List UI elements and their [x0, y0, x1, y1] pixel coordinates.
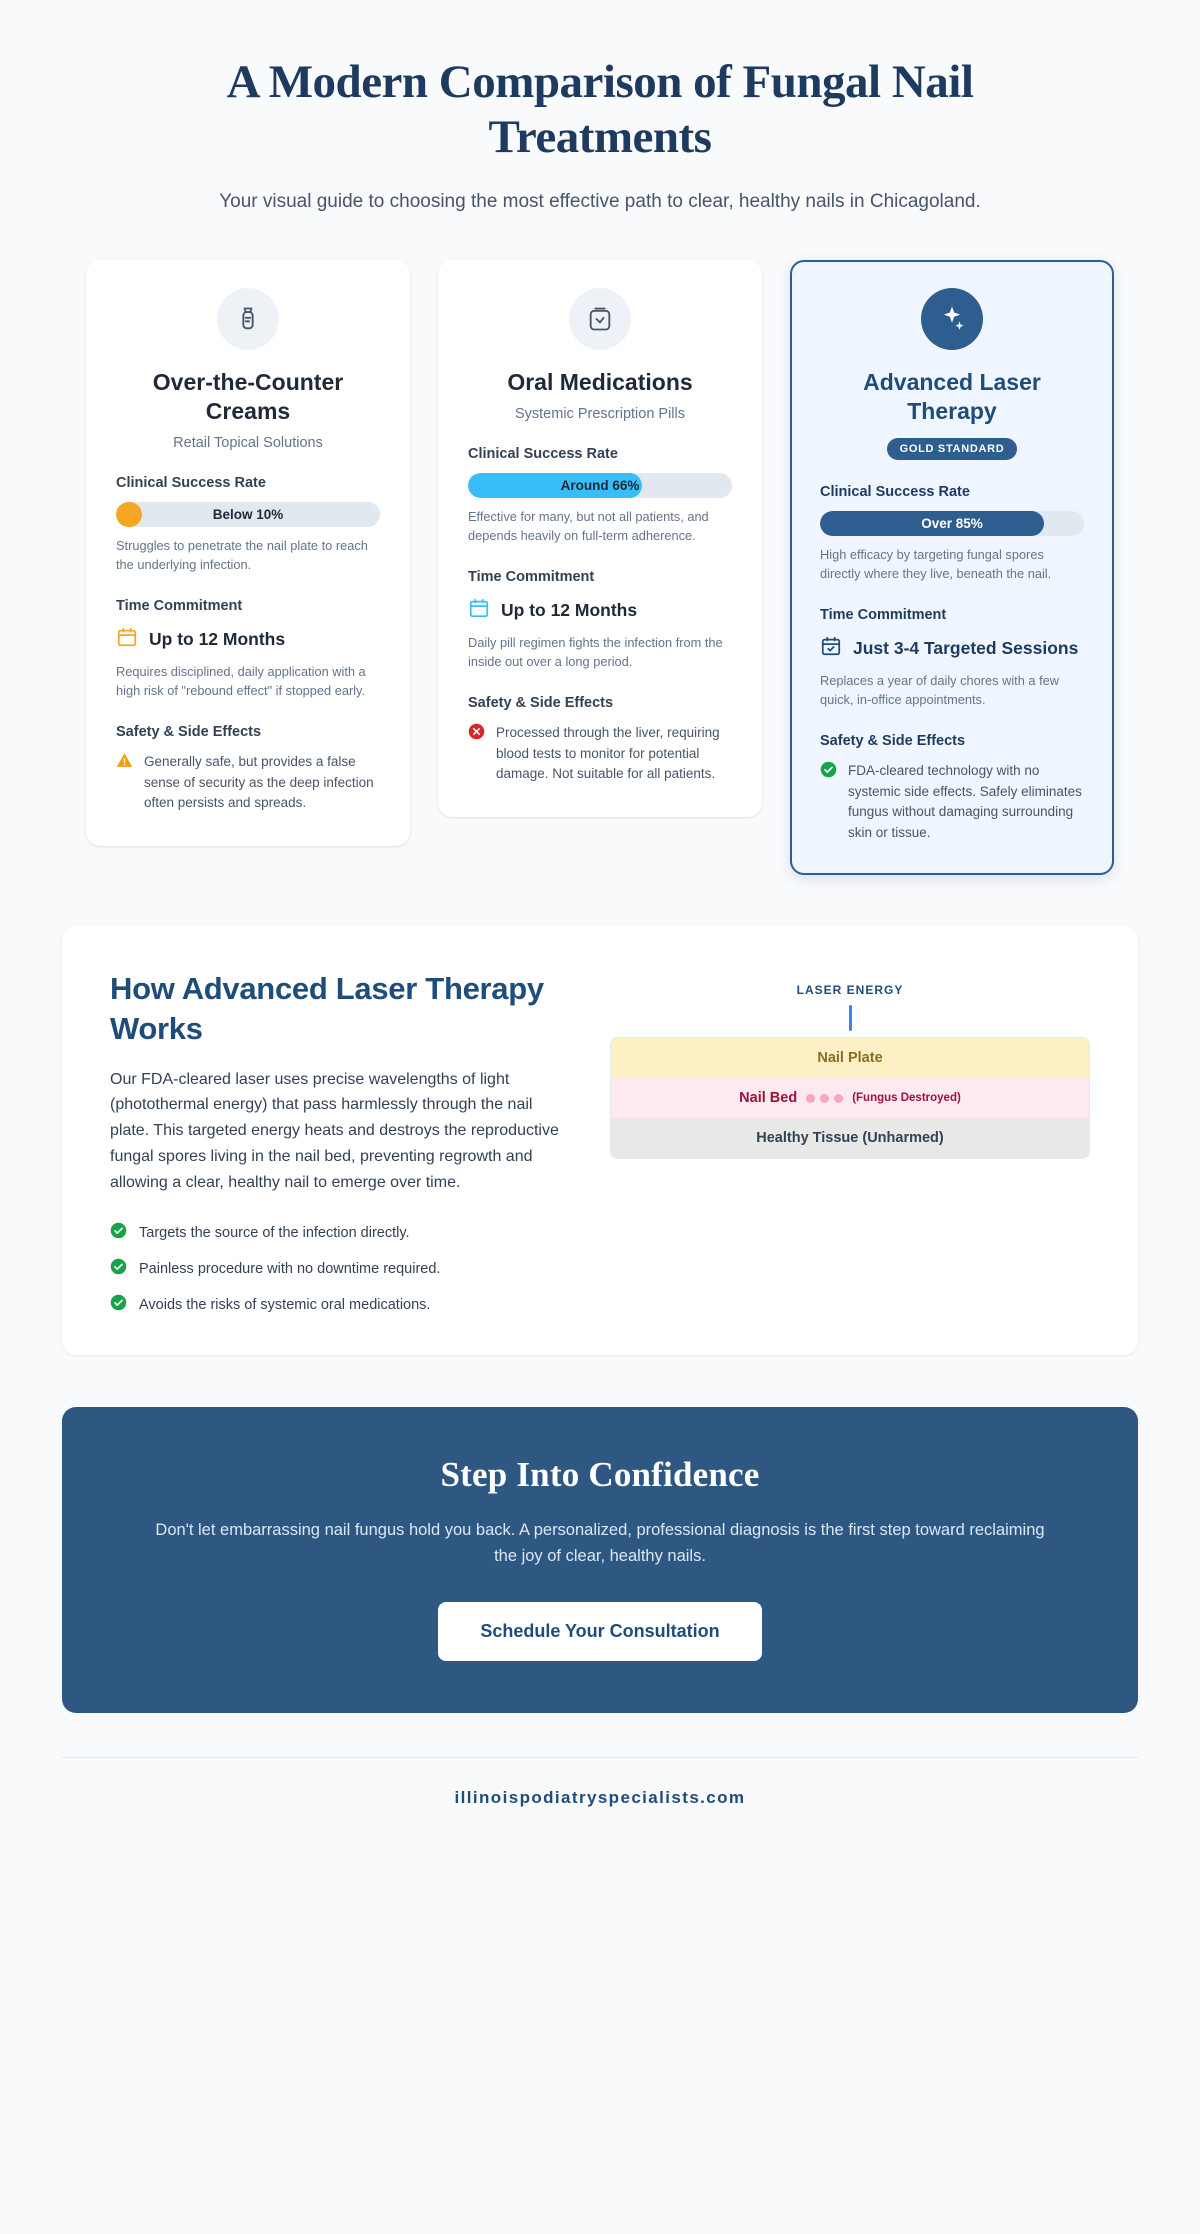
sparkle-icon	[921, 288, 983, 350]
nail-layer-diagram	[610, 969, 1090, 1315]
benefit-text: Painless procedure with no downtime required.	[139, 1260, 441, 1277]
success-rate-note: High efficacy by targeting fungal spores directly where they live, beneath the nail.	[820, 546, 1052, 581]
status-badge: GOLD STANDARD	[887, 438, 1018, 460]
time-commitment-row	[468, 597, 732, 624]
time-commitment-value: Just 3-4 Targeted Sessions	[853, 637, 1079, 658]
benefit-text: Avoids the risks of systemic oral medications.	[139, 1296, 431, 1313]
success-rate-note: Effective for many, but not all patients, and depends heavily on full-term adherence.	[468, 509, 709, 543]
safety-text: FDA-cleared technology with no systemic side effects. Safely eliminates fungus without damaging surrounding skin or tissue.	[848, 763, 1082, 840]
laser-beam	[849, 1005, 852, 1031]
success-rate-label: Clinical Success Rate	[820, 483, 970, 500]
time-commitment-value: Up to 12 Months	[501, 600, 638, 621]
list-item	[110, 1222, 570, 1243]
laser-energy-label: LASER ENERGY	[796, 983, 904, 998]
list-item	[110, 1294, 570, 1315]
how-it-works-title: How Advanced Laser Therapy Works	[110, 971, 544, 1046]
calendar-check-icon	[820, 635, 842, 662]
how-it-works-paragraph: Our FDA-cleared laser uses precise wavelengths of light (photothermal energy) that pass harmlessly through the nail plate. This targeted energy heats and destroys the reproductive fungal spores living in the nail bed, preventing regrowth and allowing a clear, healthy nail to emerge over time.	[110, 1070, 559, 1192]
pill-bottle-icon	[569, 288, 631, 350]
treatment-card-otc-creams	[86, 260, 410, 845]
success-rate-label: Clinical Success Rate	[468, 446, 618, 463]
time-commitment-label: Time Commitment	[820, 607, 947, 624]
check-circle-icon	[820, 761, 837, 783]
page-subtitle: Your visual guide to choosing the most effective path to clear, healthy nails in Chicagoland.	[219, 190, 981, 212]
success-rate-value: Over 85%	[921, 515, 983, 531]
safety-row	[468, 723, 732, 785]
list-item	[110, 1258, 570, 1279]
benefits-checklist	[110, 1222, 570, 1315]
time-commitment-note: Daily pill regimen fights the infection from the inside out over a long period.	[468, 635, 723, 669]
diagram-layer-nail-plate	[611, 1038, 1089, 1078]
safety-row	[820, 761, 1084, 843]
calendar-icon	[116, 626, 138, 653]
warning-icon	[116, 752, 133, 774]
page-title: A Modern Comparison of Fungal Nail Treatments	[226, 56, 974, 164]
diagram-layer-healthy-tissue	[611, 1118, 1089, 1158]
how-it-works-text	[110, 969, 570, 1315]
cta-title: Step Into Confidence	[440, 1455, 760, 1495]
time-commitment-note: Replaces a year of daily chores with a few quick, in-office appointments.	[820, 673, 1059, 707]
layer-label: Nail Bed	[739, 1090, 798, 1107]
diagram-layer-nail-bed	[611, 1078, 1089, 1118]
check-circle-icon	[110, 1258, 127, 1279]
footer-site-url[interactable]: illinoispodiatryspecialists.com	[62, 1757, 1138, 1808]
card-title: Oral Medications	[507, 369, 693, 396]
safety-label: Safety & Side Effects	[468, 695, 614, 712]
cream-tube-icon	[217, 288, 279, 350]
safety-text: Processed through the liver, requiring blood tests to monitor for potential damage. Not suitable for all patients.	[496, 725, 720, 782]
success-rate-bar	[116, 502, 380, 527]
time-commitment-row	[116, 626, 380, 653]
layer-note: (Fungus Destroyed)	[852, 1092, 961, 1105]
page-header	[0, 0, 1200, 215]
time-commitment-note: Requires disciplined, daily application with a high risk of "rebound effect" if stopped early.	[116, 664, 366, 698]
treatment-card-oral-medications	[438, 260, 762, 816]
success-rate-value: Below 10%	[212, 506, 284, 522]
card-title: Over-the-Counter Creams	[152, 369, 344, 425]
time-commitment-row	[820, 635, 1084, 662]
layer-stack	[610, 1037, 1090, 1159]
check-circle-icon	[110, 1294, 127, 1315]
card-subtitle: Retail Topical Solutions	[173, 434, 323, 451]
layer-label: Nail Plate	[817, 1050, 883, 1067]
success-rate-bar	[468, 473, 732, 498]
time-commitment-label: Time Commitment	[468, 569, 595, 586]
comparison-cards	[0, 215, 1200, 875]
treatment-card-advanced-laser-therapy	[790, 260, 1114, 875]
cta-section	[62, 1407, 1138, 1713]
success-rate-note: Struggles to penetrate the nail plate to reach the underlying infection.	[116, 537, 368, 572]
safety-row	[116, 752, 380, 814]
calendar-icon	[468, 597, 490, 624]
success-rate-label: Clinical Success Rate	[116, 474, 266, 491]
safety-label: Safety & Side Effects	[820, 733, 966, 750]
error-icon	[468, 723, 485, 745]
card-title: Advanced Laser Therapy	[863, 369, 1041, 425]
check-circle-icon	[110, 1222, 127, 1243]
benefit-text: Targets the source of the infection directly.	[139, 1224, 410, 1241]
layer-label: Healthy Tissue (Unharmed)	[756, 1130, 944, 1147]
how-it-works-section	[62, 925, 1138, 1355]
safety-label: Safety & Side Effects	[116, 724, 262, 741]
time-commitment-label: Time Commitment	[116, 598, 243, 615]
card-subtitle: Systemic Prescription Pills	[514, 406, 685, 423]
success-rate-value: Around 66%	[560, 478, 640, 494]
success-rate-bar	[820, 511, 1084, 536]
cta-paragraph: Don't let embarrassing nail fungus hold you back. A personalized, professional diagnosis is the first step toward reclaiming the joy of clear, healthy nails.	[155, 1521, 1045, 1566]
schedule-consultation-button[interactable]: Schedule Your Consultation	[438, 1602, 761, 1661]
time-commitment-value: Up to 12 Months	[149, 629, 286, 650]
fungal-spores-icon	[806, 1094, 843, 1103]
safety-text: Generally safe, but provides a false sense of security as the deep infection often persists and spreads.	[144, 754, 374, 811]
